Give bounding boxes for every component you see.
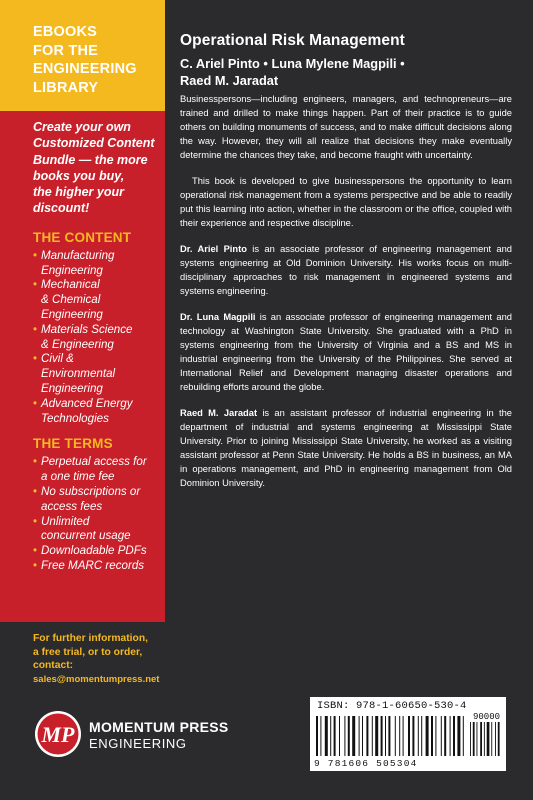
barcode-addon-bar [495, 722, 496, 756]
list-item-line: Engineering [41, 263, 103, 277]
list-item-line: No subscriptions or [41, 484, 141, 498]
barcode-bar [463, 716, 464, 756]
list-item-line: Downloadable PDFs [41, 544, 147, 558]
main-content [180, 30, 512, 490]
contact-line: For further information, [33, 633, 148, 644]
sidebar [0, 0, 165, 800]
author-bio [180, 242, 512, 298]
promo-text [33, 119, 157, 217]
momentum-press-logo-icon [33, 708, 83, 760]
bullet-icon: • [33, 558, 38, 572]
author-bio-text: is an associate professor of engineering management and technology at Washington State University. She graduated with a PhD in systems engineering from the University of Virginia and a BS and MS in industrial engineering from the University of the Philippines. She served at International Relief and Development managing disaster operations and rebuilding efforts around the globe. [180, 312, 512, 392]
barcode-bar [457, 716, 460, 756]
publisher-logo [33, 708, 229, 764]
list-item [33, 323, 157, 353]
list-item [33, 485, 157, 515]
bullet-icon: • [33, 322, 38, 336]
price-code: 90000 [473, 712, 501, 722]
list-item-line: Environmental [41, 367, 116, 381]
list-item [33, 559, 157, 574]
logo-mark-letters: MP [41, 722, 75, 747]
barcode-bar [421, 716, 422, 756]
list-item-line: Free MARC records [41, 558, 145, 572]
barcode-bar [441, 716, 442, 756]
contact-line: a free trial, or to order, [33, 646, 143, 658]
barcode-bar [453, 716, 455, 756]
heading-line: FOR THE [33, 42, 99, 59]
list-item-line: & Chemical [41, 293, 101, 307]
list-item [33, 249, 157, 279]
barcode-bar [348, 716, 350, 756]
author-name: Dr. Luna Magpili [180, 312, 256, 322]
description-paragraph: Businesspersons—including engineers, managers, and technopreneurs—are trained and drilled to make things happen. Part of their practice is to guide others on building monuments of success, and to make difficult decisions along the way. However, they will all realize that decisions they make eventually determine the chances they take, and become fraught with uncertainty. [180, 94, 512, 160]
barcode-bar [316, 716, 318, 756]
author-bio [180, 310, 512, 394]
list-item [33, 544, 157, 559]
list-item-line: Unlimited [41, 514, 90, 528]
promo-line: Customized Content [33, 136, 155, 151]
bullet-icon: • [33, 455, 38, 469]
contact-email: sales@momentumpress.net [33, 673, 160, 685]
bullet-icon: • [33, 514, 38, 528]
content-list [33, 249, 157, 427]
barcode-bar [372, 716, 373, 756]
barcode-bar [385, 716, 386, 756]
author-bio-text: is an assistant professor of industrial engineering in the department of industrial and systems engineering at Mississippi State University. Prior to joining Mississippi State University, he worked as a visiting assistant professor at Penn State University. He holds a BS in business, an MA in operations management, and PhD in engineering management from Old Dominion University. [180, 408, 512, 488]
barcode-addon-bar [498, 722, 500, 756]
barcode-bar [444, 716, 446, 756]
isbn-barcode [310, 697, 506, 771]
barcode-bar [359, 716, 360, 756]
bullet-icon: • [33, 248, 38, 262]
barcode-bar [339, 716, 340, 756]
bullet-icon: • [33, 484, 38, 498]
promo-line: Bundle — the more [33, 152, 148, 167]
barcode-bar [344, 716, 345, 756]
barcode-bar [403, 716, 404, 756]
barcode-bar [412, 716, 414, 756]
barcode-addon-bar [480, 722, 482, 756]
author-name: Raed M. Jaradat [180, 408, 258, 418]
barcode-bar [352, 716, 355, 756]
barcode-addon-bar [473, 722, 475, 756]
barcode-addon-bar [470, 722, 471, 756]
list-item-line: Technologies [41, 411, 109, 425]
barcode-bars [314, 712, 502, 758]
list-item-line: Manufacturing [41, 248, 115, 262]
promo-line: Create your own [33, 120, 131, 134]
barcode-bar [325, 716, 328, 756]
barcode-bar [450, 716, 451, 756]
promo-line: discount! [33, 201, 90, 216]
authors [180, 55, 512, 89]
publisher-imprint: ENGINEERING [89, 736, 187, 751]
barcode-bar [395, 716, 396, 756]
barcode-bar [362, 716, 363, 756]
list-item [33, 397, 157, 427]
bullet-icon: • [33, 396, 38, 410]
isbn-label: ISBN: 978-1-60650-530-4 [317, 700, 467, 712]
list-item-line: a one time fee [41, 470, 115, 484]
list-item-line: Mechanical [41, 278, 100, 292]
description [180, 92, 512, 490]
terms-list [33, 455, 157, 573]
sidebar-info-block [0, 111, 165, 622]
list-item-line: Advanced Energy [41, 396, 133, 410]
author-bio [180, 406, 512, 490]
barcode-bar [426, 716, 429, 756]
promo-line: the higher your [33, 185, 124, 200]
contact-text [33, 632, 165, 673]
barcode-addon-bar [477, 722, 478, 756]
description-paragraph: This book is developed to give businesspersons the opportunity to learn operational risk management from a systems perspective and be able to readily put this learning into action, whether in the classroom or the office, coupled with their experience and respective discipline. [180, 176, 512, 228]
bullet-icon: • [33, 352, 38, 366]
content-section-title: THE CONTENT [33, 229, 132, 245]
list-item-line: Materials Science [41, 322, 133, 336]
list-item [33, 455, 157, 485]
heading-line: LIBRARY [33, 79, 99, 96]
barcode-bar [366, 716, 368, 756]
barcode-addon-bar [487, 722, 490, 756]
list-item [33, 278, 157, 322]
barcode-bar [330, 716, 331, 756]
list-item-line: Civil & [41, 352, 74, 366]
sidebar-heading-block [0, 0, 165, 111]
barcode-addon-bar [491, 722, 492, 756]
contact-block [0, 622, 165, 685]
barcode-bar [381, 716, 383, 756]
author-bio-text: is an associate professor of engineering management and systems engineering at Old Dominion University. His works focus on multi-disciplinary approaches to risk management in engineered systems and systems engineering. [180, 244, 513, 296]
barcode-bar [435, 716, 436, 756]
barcode-bar [375, 716, 378, 756]
barcode-bar [334, 716, 336, 756]
list-item-line: Engineering [41, 307, 103, 321]
heading-line: EBOOKS [33, 24, 98, 40]
list-item-line: access fees [41, 499, 103, 513]
barcode-digits: 9 781606 505304 [314, 758, 418, 769]
bullet-icon: • [33, 278, 38, 292]
heading-line: ENGINEERING [33, 61, 137, 77]
list-item [33, 352, 157, 396]
barcode-addon-bar [484, 722, 485, 756]
barcode-bar [431, 716, 433, 756]
terms-section-title: THE TERMS [33, 436, 113, 452]
publisher-name: MOMENTUM PRESS [89, 719, 229, 735]
barcode-bar [388, 716, 390, 756]
barcode-bar [399, 716, 400, 756]
authors-line: Raed M. Jaradat [180, 73, 279, 88]
book-title: Operational Risk Management [180, 32, 405, 49]
bullet-icon: • [33, 544, 38, 558]
list-item-line: concurrent usage [41, 529, 131, 543]
contact-line: contact: [33, 660, 74, 672]
promo-line: books you buy, [33, 168, 125, 183]
list-item [33, 515, 157, 545]
list-item-line: & Engineering [41, 337, 114, 351]
list-item-line: Perpetual access for [41, 455, 147, 469]
barcode-bar [320, 716, 321, 756]
list-item-line: Engineering [41, 381, 103, 395]
barcode-bar [408, 716, 410, 756]
barcode-bar [418, 716, 419, 756]
authors-line: C. Ariel Pinto • Luna Mylene Magpili • [180, 56, 405, 71]
author-name: Dr. Ariel Pinto [180, 244, 247, 254]
